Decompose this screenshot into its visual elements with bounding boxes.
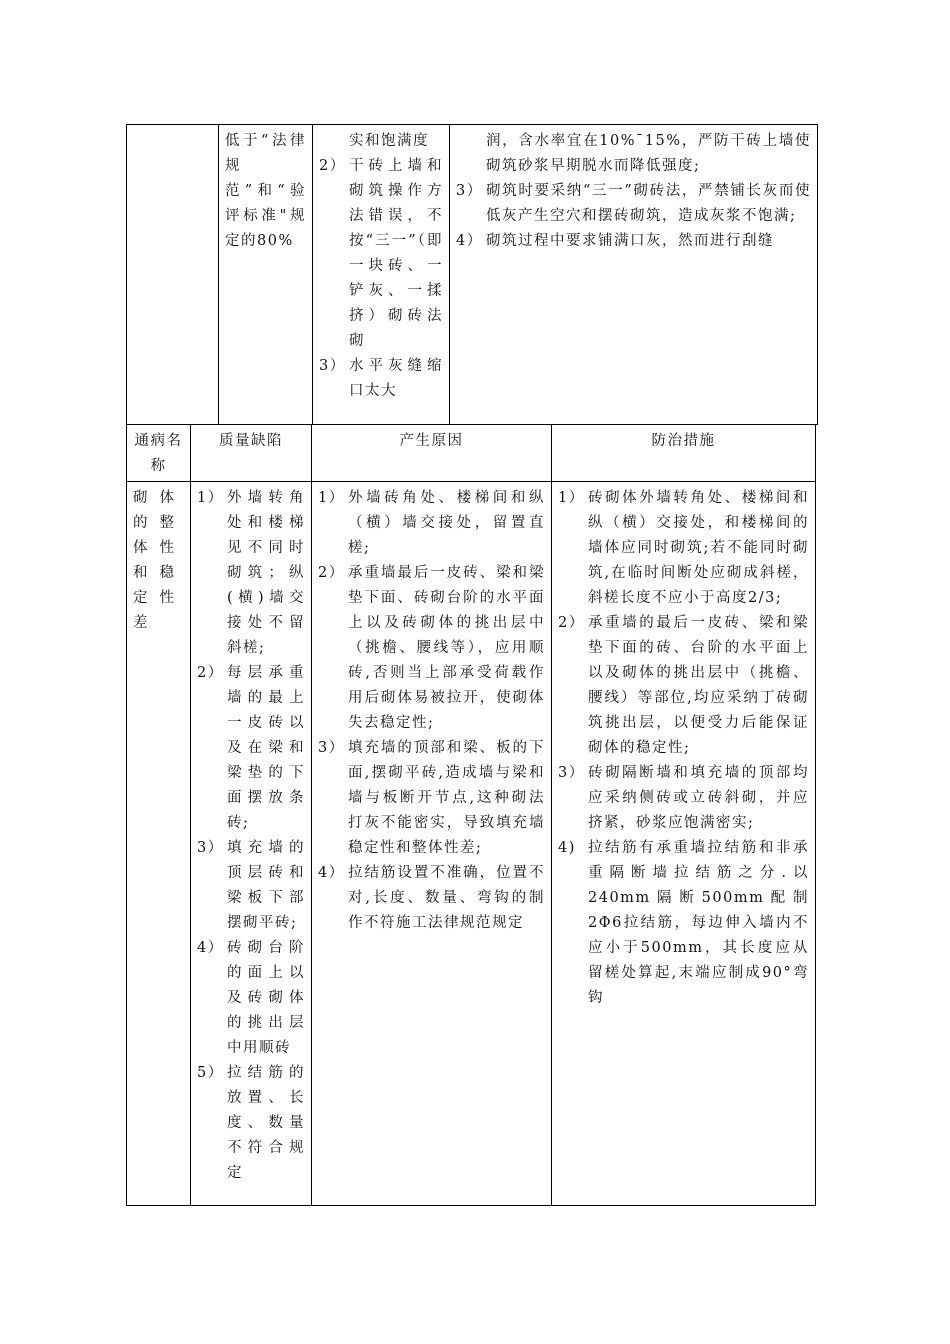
list-item-number: 4) [558,840,576,856]
list-item-text: 每层承重墙的最上一皮砖以及在梁和梁垫的下面摆放条砖; [227,665,305,831]
list-item-number: 3） [456,183,483,199]
list-item [558,611,809,761]
list-item-number: 4） [318,865,345,881]
continuation-row [127,125,818,425]
header-cause: 产生原因 [312,425,552,482]
list-item-number: 3） [197,840,224,856]
header-name: 通病名称 [127,425,191,482]
list-item-number: 1） [197,490,224,506]
list-item-text: 水平灰缝缩口太大 [349,358,443,399]
list-item-number: 1） [318,490,345,506]
list-item [197,936,305,1061]
list-item [319,154,443,354]
list-item-text: 砖砌隔断墙和填充墙的顶部均应采纳侧砖或立砖斜砌，并应挤紧，砂浆应饱满密实; [588,765,809,831]
list-item-text: 砖砌台阶的面上以及砖砌体的挑出层中用顺砖 [227,940,305,1056]
list-item-text: 填充墙的顶层砖和梁板下部摆砌平砖; [227,840,305,931]
list-item [197,1061,305,1186]
defects-cell [191,482,312,1206]
list-item-text: 砌筑过程中要求铺满口灰，然而进行刮缝 [486,233,774,249]
header-defect: 质量缺陷 [191,425,312,482]
list-item-text: 外墙转角处和楼梯见不同时砌筑；纵(横)墙交接处不留斜槎; [227,490,305,656]
cause-lead-text: 实和饱满度 [349,133,429,149]
defects-list [197,486,305,1186]
list-item [558,486,809,611]
list-item [197,486,305,661]
list-item [558,761,809,836]
list-item-text: 外墙砖角处、楼梯间和纵（横）墙交接处，留置直槎; [348,490,545,556]
list-item [197,836,305,936]
list-item [318,486,545,561]
list-item-text: 拉结筋设置不准确，位置不对,长度、数量、弯钩的制作不符施工法律规范规定 [348,865,545,931]
list-item-number: 3） [319,358,346,374]
header-measure: 防治措施 [552,425,816,482]
header-row [127,425,816,482]
list-item-number: 2） [197,665,224,681]
defect-name-cell [127,482,191,1206]
list-item [197,661,305,836]
defect-name: 砌体的整体性和稳定性差 [133,490,184,631]
list-item [318,561,545,736]
list-item [318,736,545,861]
list-item-number: 4） [456,233,483,249]
list-item-number: 3） [558,765,585,781]
list-item-text: 拉结筋有承重墙拉结筋和非承重隔断墙拉结筋之分.以240mm隔断500mm配制2Φ6拉结筋，每边伸入墙内不应小于500mm，其长度应从留槎处算起,末端应制成90°弯钩 [588,840,809,1006]
list-item-number: 2） [318,565,345,581]
list-item-text: 承重墙的最后一皮砖、梁和梁垫下面的砖、台阶的水平面上以及砌体的挑出层中（挑檐、腰线）等部位,均应采纳丁砖砌筑挑出层，以便受力后能保证砌体的稳定性; [588,615,809,756]
continuation-measure-cell [450,125,818,425]
continuation-defect-cell [219,125,313,425]
list-item [318,861,545,936]
measure-lead-text: 润，含水率宜在10%¯15%，严防干砖上墙使砌筑砂浆早期脱水而降低强度; [486,133,811,174]
list-item-number: 2） [558,615,585,631]
table-row [127,482,816,1206]
causes-list [318,486,545,936]
list-item-number: 4） [197,940,224,956]
defect-table [126,424,816,1206]
list-item [319,354,443,404]
list-item [456,229,811,254]
list-item-text: 承重墙最后一皮砖、梁和梁垫下面、砖砌台阶的水平面上以及砖砌体的挑出层中（挑檐、腰线等），应用顺砖,否则当上部承受荷载作用后砌体易被拉开，使砌体失去稳定性; [348,565,545,731]
list-item-number: 1） [558,490,585,506]
continuation-table [126,124,818,425]
measure-list [456,179,811,254]
list-item-number: 3） [318,740,345,756]
defect-text: 低于“法律规范”和“验评标准"规定的80% [225,133,306,249]
list-item-text: 填充墙的顶部和梁、板的下面,摆砌平砖,造成墙与梁和墙与板断开节点,这种砌法打灰不能密实，导致填充墙稳定性和整体性差; [348,740,545,856]
list-item-text: 砌筑时要采纳“三一”砌砖法，严禁铺长灰而使低灰产生空穴和摆砖砌筑，造成灰浆不饱满; [486,183,811,224]
list-item-number: 2） [319,158,346,174]
causes-cell [312,482,552,1206]
list-item [558,836,809,1011]
measures-list [558,486,809,1011]
list-item-text: 干砖上墙和砌筑操作方法错误，不按“三一”（即一块砖、一铲灰、一揉挤）砌砖法砌 [349,158,443,349]
list-item [456,179,811,229]
list-item-text: 砖砌体外墙转角处、楼梯间和纵（横）交接处，和楼梯间的墙体应同时砌筑;若不能同时砌筑,在临时间断处应砌成斜槎，斜槎长度不应小于高度2/3; [588,490,809,606]
measures-cell [552,482,816,1206]
continuation-cause-cell [313,125,450,425]
list-item-text: 拉结筋的放置、长度、数量不符合规定 [227,1065,305,1181]
continuation-name-cell [127,125,219,425]
list-item-number: 5） [197,1065,224,1081]
cause-list [319,154,443,404]
